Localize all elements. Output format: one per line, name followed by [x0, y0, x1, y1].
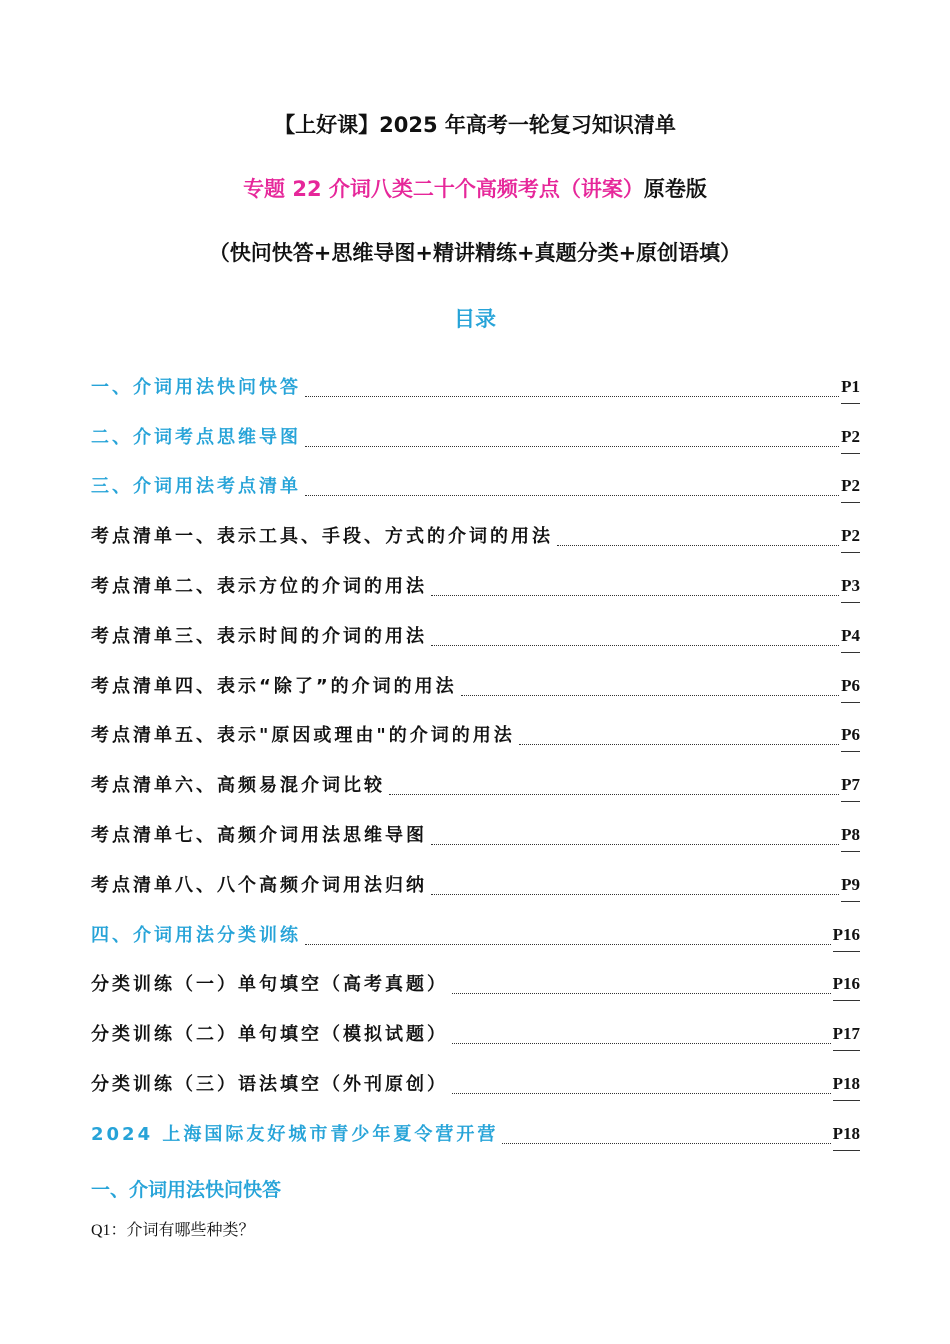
toc-leader: [461, 694, 839, 696]
title-line2: [0, 175, 950, 203]
toc-leader: [431, 644, 839, 646]
toc-item-page: P6: [841, 674, 860, 703]
toc-leader: [519, 743, 839, 745]
toc-leader: [502, 1142, 830, 1144]
toc-leader: [305, 943, 831, 945]
toc-item-page: P1: [841, 375, 860, 404]
edition-label: 原卷版: [643, 177, 707, 201]
toc-item-page: P16: [833, 972, 860, 1001]
toc-item-page: P18: [833, 1122, 860, 1151]
toc-item-label: 分类训练（二）单句填空（模拟试题）: [91, 1024, 448, 1046]
toc-leader: [452, 1042, 831, 1044]
toc-item[interactable]: [91, 802, 860, 852]
toc-leader: [431, 893, 839, 895]
topic-title: 专题 22 介词八类二十个高频考点（讲案）: [243, 177, 644, 201]
toc-item-page: P9: [841, 873, 860, 902]
toc-item[interactable]: [91, 752, 860, 802]
toc-item[interactable]: [91, 653, 860, 703]
title-line3: （快问快答+思维导图+精讲精练+真题分类+原创语填）: [208, 241, 742, 265]
toc-item-page: P2: [841, 524, 860, 553]
table-of-contents: [91, 354, 860, 1151]
toc-item[interactable]: [91, 1101, 860, 1151]
toc-item-page: P17: [833, 1022, 860, 1051]
toc-item-page: P2: [841, 474, 860, 503]
toc-item[interactable]: [91, 354, 860, 404]
toc-leader: [431, 843, 839, 845]
toc-leader: [305, 395, 839, 397]
toc-item-page: P16: [833, 923, 860, 952]
toc-leader: [452, 1092, 831, 1094]
toc-item-label: 考点清单五、表示"原因或理由"的介词的用法: [91, 725, 515, 747]
toc-item-label: 考点清单一、表示工具、手段、方式的介词的用法: [91, 526, 553, 548]
title-line1: 【上好课】2025 年高考一轮复习知识清单: [274, 113, 676, 137]
question-q1: Q1：介词有哪些种类？: [91, 1222, 255, 1239]
toc-leader: [305, 445, 839, 447]
toc-item[interactable]: [91, 1001, 860, 1051]
toc-item-page: P3: [841, 574, 860, 603]
toc-item[interactable]: [91, 503, 860, 553]
toc-item-label: 分类训练（三）语法填空（外刊原创）: [91, 1073, 448, 1095]
toc-item-label: 2024 上海国际友好城市青少年夏令营开营: [91, 1123, 499, 1145]
toc-item-label: 一、介词用法快问快答: [91, 376, 301, 398]
toc-item[interactable]: [91, 553, 860, 603]
toc-item-label: 三、介词用法考点清单: [91, 476, 301, 498]
toc-leader: [431, 594, 839, 596]
toc-leader: [389, 793, 839, 795]
section-heading: 一、介词用法快问快答: [91, 1179, 282, 1201]
toc-item[interactable]: [91, 902, 860, 952]
toc-item[interactable]: [91, 1051, 860, 1101]
toc-item-label: 分类训练（一）单句填空（高考真题）: [91, 974, 448, 996]
toc-item-label: 考点清单三、表示时间的介词的用法: [91, 625, 427, 647]
toc-item[interactable]: [91, 952, 860, 1002]
toc-item-label: 四、介词用法分类训练: [91, 924, 301, 946]
toc-item-label: 二、介词考点思维导图: [91, 426, 301, 448]
toc-item-label: 考点清单七、高频介词用法思维导图: [91, 824, 427, 846]
toc-item-label: 考点清单四、表示“除了”的介词的用法: [91, 675, 457, 697]
toc-item-label: 考点清单八、八个高频介词用法归纳: [91, 874, 427, 896]
toc-item-label: 考点清单二、表示方位的介词的用法: [91, 575, 427, 597]
toc-heading: 目录: [454, 307, 496, 331]
toc-leader: [452, 992, 831, 994]
toc-item[interactable]: [91, 404, 860, 454]
toc-item-page: P2: [841, 425, 860, 454]
toc-item-page: P18: [833, 1072, 860, 1101]
toc-leader: [305, 494, 839, 496]
toc-item[interactable]: [91, 852, 860, 902]
toc-item[interactable]: [91, 454, 860, 504]
toc-item[interactable]: [91, 703, 860, 753]
toc-leader: [557, 544, 839, 546]
toc-item-page: P8: [841, 823, 860, 852]
toc-item-page: P6: [841, 723, 860, 752]
toc-item-page: P7: [841, 773, 860, 802]
toc-item-page: P4: [841, 624, 860, 653]
toc-item-label: 考点清单六、高频易混介词比较: [91, 775, 385, 797]
toc-item[interactable]: [91, 603, 860, 653]
